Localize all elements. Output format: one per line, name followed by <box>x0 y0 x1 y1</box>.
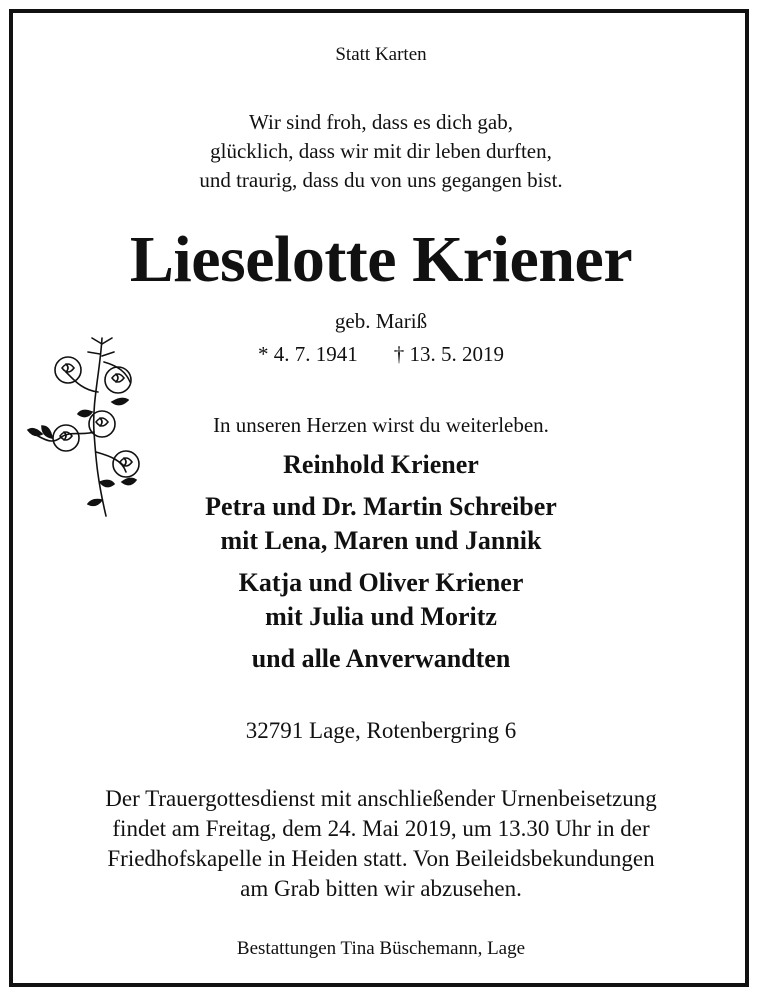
birth-name: geb. Mariß <box>334 309 428 333</box>
service-line-4: am Grab bitten wir abzusehen. <box>240 876 522 901</box>
mourner-line: mit Julia und Moritz <box>265 602 497 631</box>
service-line-2: findet am Freitag, dem 24. Mai 2019, um 13.30 Uhr in der <box>112 816 650 841</box>
address: 32791 Lage, Rotenbergring 6 <box>245 718 517 743</box>
statt-karten-label: Statt Karten <box>335 44 427 65</box>
death-date: † 13. 5. 2019 <box>393 342 504 366</box>
motto: In unseren Herzen wirst du weiterleben. <box>213 413 549 437</box>
service-line-3: Friedhofskapelle in Heiden statt. Von Beileidsbekundungen <box>107 846 655 871</box>
mourner-line: mit Lena, Maren und Jannik <box>220 526 542 555</box>
birth-date: * 4. 7. 1941 <box>258 342 358 366</box>
service-line-1: Der Trauergottesdienst mit anschließender Urnenbeisetzung <box>105 786 657 811</box>
mourner-line: Petra und Dr. Martin Schreiber <box>205 492 557 521</box>
deceased-name: Lieselotte Kriener <box>129 223 633 296</box>
mourner-line: Katja und Oliver Kriener <box>238 568 524 597</box>
verse-line-3: und traurig, dass du von uns gegangen bist. <box>199 168 563 192</box>
verse-line-2: glücklich, dass wir mit dir leben durften, <box>210 139 552 163</box>
mourner-line: und alle Anverwandten <box>251 644 511 673</box>
verse-line-1: Wir sind froh, dass es dich gab, <box>249 110 513 134</box>
mourner-line: Reinhold Kriener <box>283 450 479 479</box>
funeral-home: Bestattungen Tina Büschemann, Lage <box>236 938 526 959</box>
